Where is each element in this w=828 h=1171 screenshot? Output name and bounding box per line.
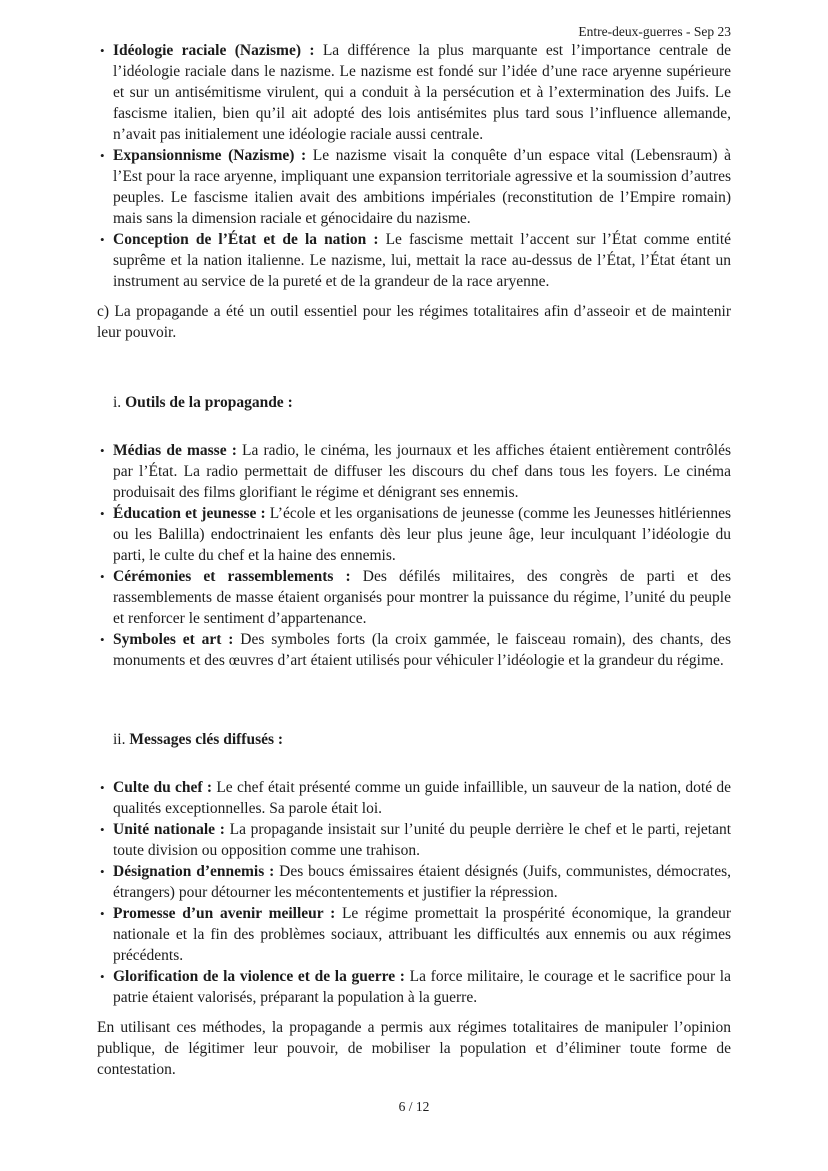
bullet-item — [113, 566, 731, 629]
bullet-text: La différence la plus marquante est l’importance centrale de l’idéologie raciale dans le nazisme. Le nazisme est fondé sur l’idée d’une race aryenne supérieure et sur un antisémitisme virulent, qui a conduit à la persécution et à l’extermination des Juifs. Le fascisme italien, bien qu’il ait adopté des lois antisémites plus tard sous l’influence allemande, n’avait pas initialement une idéologie raciale aussi centrale. — [113, 42, 731, 143]
bullet-item — [113, 503, 731, 566]
section-heading-i — [113, 392, 731, 413]
bullet-item — [113, 229, 731, 292]
bullet-item — [113, 440, 731, 503]
bullet-item — [113, 861, 731, 903]
paragraph-c: c) La propagande a été un outil essentiel pour les régimes totalitaires afin d’asseoir et de maintenir leur pouvoir. — [97, 303, 731, 341]
bullet-text: Des symboles forts (la croix gammée, le faisceau romain), des chants, des monuments et des œuvres d’art étaient utilisés pour véhiculer l’idéologie et la grandeur du régime. — [113, 631, 731, 669]
heading-title: Messages clés diffusés : — [129, 731, 284, 748]
propaganda-tools-list — [97, 440, 731, 671]
bullet-label: Unité nationale : — [113, 821, 225, 838]
bullet-item — [113, 903, 731, 966]
bullet-text: La force militaire, le courage et le sacrifice pour la patrie étaient valorisés, préparant la population à la guerre. — [113, 968, 731, 1006]
bullet-item — [113, 629, 731, 671]
bullet-label: Médias de masse : — [113, 442, 237, 459]
bullet-label: Culte du chef : — [113, 779, 213, 796]
key-messages-list — [97, 777, 731, 1008]
bullet-item — [113, 819, 731, 861]
bullet-label: Expansionnisme (Nazisme) : — [113, 147, 307, 164]
bullet-label: Conception de l’État et de la nation : — [113, 231, 379, 248]
bullet-label: Promesse d’un avenir meilleur : — [113, 905, 336, 922]
bullet-text: Le régime promettait la prospérité économique, la grandeur nationale et la fin des problèmes sociaux, attribuant les difficultés aux ennemis ou aux régimes précédents. — [113, 905, 731, 964]
bullet-item — [113, 966, 731, 1008]
bullet-text: Des boucs émissaires étaient désignés (Juifs, communistes, démocrates, étrangers) pour détourner les mécontentements et justifier la répression. — [113, 863, 732, 901]
section-heading-ii — [113, 729, 731, 750]
bullet-label: Idéologie raciale (Nazisme) : — [113, 42, 315, 59]
heading-prefix: i. — [113, 394, 122, 411]
bullet-label: Cérémonies et rassemblements : — [113, 568, 351, 585]
bullet-label: Symboles et art : — [113, 631, 234, 648]
bullet-item — [113, 40, 731, 145]
bullet-item — [113, 777, 731, 819]
heading-title: Outils de la propagande : — [125, 394, 293, 411]
bullet-text: Le chef était présenté comme un guide infaillible, un sauveur de la nation, doté de qualités exceptionnelles. Sa parole était loi. — [113, 779, 732, 817]
bullet-label: Désignation d’ennemis : — [113, 863, 275, 880]
bullet-label: Éducation et jeunesse : — [113, 505, 266, 522]
page-header: Entre-deux-guerres - Sep 23 — [578, 24, 731, 39]
bullet-text: La radio, le cinéma, les journaux et les affiches étaient entièrement contrôlés par l’État. La radio permettait de diffuser les discours du chef dans tous les foyers. Le cinéma produisait des films glorifiant le régime et dénigrant ses ennemis. — [113, 442, 731, 501]
bullet-label: Glorification de la violence et de la guerre : — [113, 968, 405, 985]
intro-bullet-list — [97, 40, 731, 292]
bullet-text: La propagande insistait sur l’unité du peuple derrière le chef et le parti, rejetant toute division ou opposition comme une trahison. — [113, 821, 732, 859]
bullet-text: Des défilés militaires, des congrès de parti et des rassemblements de masse étaient organisés pour montrer la puissance du régime, l’unité du peuple et renforcer le sentiment d’appartenance. — [113, 568, 732, 627]
closing-paragraph: En utilisant ces méthodes, la propagande a permis aux régimes totalitaires de manipuler l’opinion publique, de légitimer leur pouvoir, de mobiliser la population et d’éliminer toute forme de contestation. — [97, 1019, 731, 1078]
bullet-item — [113, 145, 731, 229]
bullet-text: L’école et les organisations de jeunesse (comme les Jeunesses hitlériennes ou les Balilla) endoctrinaient les enfants dès leur plus jeune âge, leur inculquant l’idéologie du parti, le culte du chef et la haine des ennemis. — [113, 505, 732, 564]
heading-prefix: ii. — [113, 731, 126, 748]
bullet-text: Le nazisme visait la conquête d’un espace vital (Lebensraum) à l’Est pour la race aryenne, impliquant une expansion territoriale agressive et la soumission d’autres peuples. Le fascisme italien avait des ambitions impériales (reconstitution de l’Empire romain) mais sans la dimension raciale et génocidaire du nazisme. — [113, 147, 732, 227]
bullet-text: Le fascisme mettait l’accent sur l’État comme entité suprême et la nation italienne. Le nazisme, lui, mettait la race au-dessus de l’État, l’État étant un instrument au service de la pureté et de la grandeur de la race aryenne. — [113, 231, 732, 290]
page-number: 6 / 12 — [398, 1099, 430, 1114]
